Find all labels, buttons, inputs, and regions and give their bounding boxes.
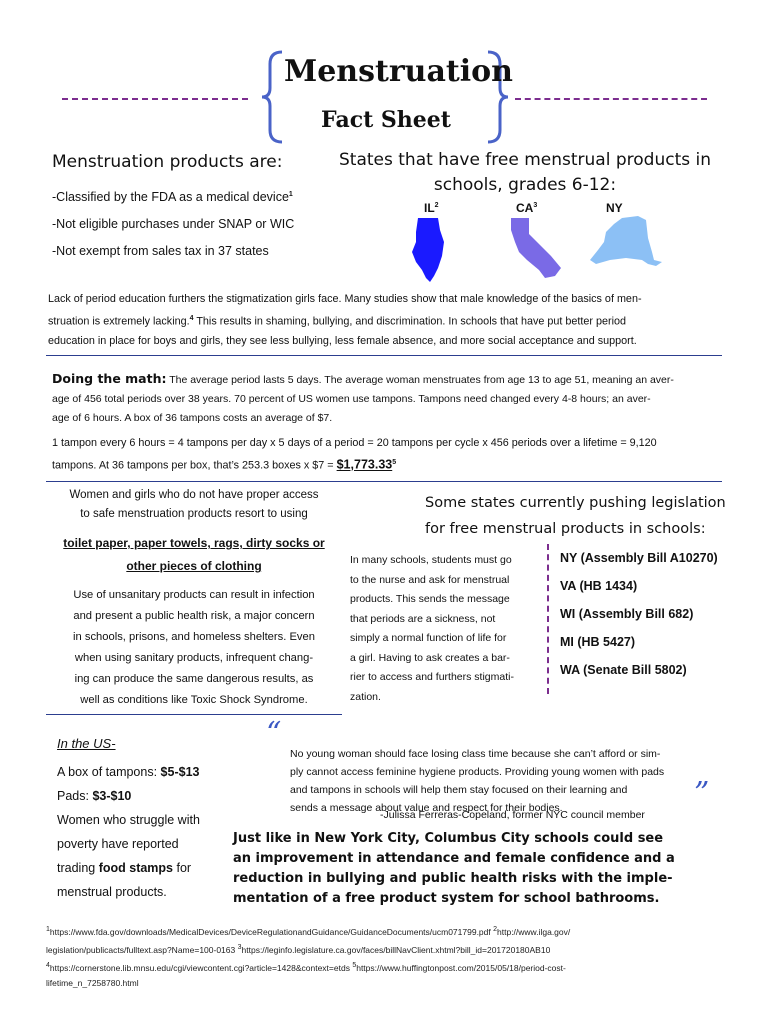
- list-item: -Not eligible purchases under SNAP or WIC: [52, 217, 295, 232]
- state-label-il: $IL^2$: [424, 201, 439, 215]
- left-dash-line: [62, 98, 248, 100]
- state-label-ny: NY: [606, 201, 623, 215]
- list-item: WA (Senate Bill 5802): [560, 663, 687, 677]
- california-map-icon: [505, 216, 565, 280]
- footnote-link[interactable]: https://www.fda.gov/downloads/MedicalDevices/DeviceRegulationandGuidance/GuidanceDocuments/ucm071799.pdf: [49, 926, 494, 937]
- math-paragraph: Doing the math: The average period lasts 5 days. The average woman menstruates from age 13 to age 51, meaning an aver- age of 456 total periods over 38 years. 70 percent of US women use tampons. Tampons need changed every 4-8 hours; an aver- age of 6 hours. A box of 36 tampons costs an average of $7.: [52, 371, 674, 424]
- footnote-link[interactable]: https://leginfo.legislature.ca.gov/faces/billNavClient.xhtml?bill_id=201720180AB10: [241, 944, 551, 955]
- list-item: NY (Assembly Bill A10270): [560, 551, 718, 565]
- list-item: -Classified by the FDA as a medical device$^1$: [52, 190, 293, 205]
- illinois-map-icon: [408, 216, 448, 286]
- vertical-dash-line: [547, 544, 549, 694]
- open-quote-icon: “: [266, 716, 282, 751]
- footnote-link[interactable]: https://cornerstone.lib.mnsu.edu/cgi/viewcontent.cgi?article=1428&context=etds: [49, 962, 353, 973]
- divider: [46, 355, 722, 356]
- list-item: -Not exempt from sales tax in 37 states: [52, 244, 269, 259]
- lifetime-total: $1,773.33: [336, 457, 393, 472]
- divider: [46, 714, 342, 715]
- products-list: [52, 181, 294, 265]
- conclusion-paragraph: Just like in New York City, Columbus City schools could see an improvement in attendance and female confidence and a reduction in bullying and public health risks with the imple- mentation of a free product system for school bathrooms.: [233, 831, 675, 906]
- footnote-link[interactable]: https://www.huffingtonpost.com/2015/05/18/period-cost-: [356, 962, 566, 973]
- math-calculation: 1 tampon every 6 hours = 4 tampons per day x 5 days of a period = 20 tampons per cycle x 456 periods over a lifetime = 9,120 tampons. At 36 tampons per box, that’s 253.3 boxes x $7 = $\$1,773.33^5$: [52, 437, 657, 472]
- list-item: VA (HB 1434): [560, 579, 638, 593]
- page-title: Menstruation: [284, 54, 513, 89]
- products-heading: Menstruation products are:: [52, 152, 283, 172]
- bill-list: [560, 544, 718, 684]
- access-intro: Women and girls who do not have proper access to safe menstruation products resort to using: [69, 489, 319, 520]
- divider: [46, 481, 722, 482]
- footnotes: $^1$https://www.fda.gov/downloads/MedicalDevices/DeviceRegulationandGuidance/GuidanceDocuments/ucm071799.pdf $^2$http://www.ilga.gov/ legislation/publicacts/fulltext.asp?Name=100-0163 $^3$https://leginfo.legislature.ca.gov/faces/billNavClient.xhtml?bill_id=201720180AB10 $^4$https://cornerstone.lib.mnsu.edu/cgi/viewcontent.cgi?article=1428&context=etds $^5$https://www.huffingtonpost.com/2015/05/18/period-cost- lifetime_n_7258780.html: [46, 926, 571, 989]
- quote-attribution: -Julissa Ferreras-Copeland, former NYC council member: [380, 809, 645, 821]
- page-subtitle: Fact Sheet: [321, 107, 451, 133]
- prices-heading: In the US-: [57, 736, 116, 751]
- footnote-link[interactable]: legislation/publicacts/fulltext.asp?Name=100-0163: [46, 944, 238, 955]
- right-dash-line: [515, 98, 707, 100]
- list-item: WI (Assembly Bill 682): [560, 607, 694, 621]
- nurse-paragraph: In many schools, students must go to the nurse and ask for menstrual products. This sends the message that periods are a sickness, not simply a normal function of life for a girl. Having to ask creates a bar- rier to access and furthers stigmati- zation.: [350, 554, 514, 703]
- education-paragraph: Lack of period education furthers the stigmatization girls face. Many studies show that male knowledge of the basics of men- struation is extremely lacking.$^4$ This results in shaming, bullying, and discrimination. In schools that have put better period education in place for boys and girls, they see less bullying, less female absence, and more social acceptance and support.: [48, 293, 642, 347]
- prices-list: A box of tampons: $5-$13 Pads: $3-$10 Women who struggle with poverty have reported trading food stamps for menstrual products.: [57, 765, 200, 899]
- list-item: MI (HB 5427): [560, 635, 636, 649]
- legislation-heading: Some states currently pushing legislation for free menstrual products in schools:: [425, 495, 726, 537]
- access-paragraph: Use of unsanitary products can result in infection and present a public health risk, a major concern in schools, prisons, and homeless shelters. Even when using sanitary products, infrequent chang- ing can produce the same dangerous results, as well as conditions like Toxic Shock Syndrome.: [73, 589, 315, 706]
- access-emphasis: toilet paper, paper towels, rags, dirty socks or other pieces of clothing: [63, 536, 325, 573]
- states-heading: States that have free menstrual products in schools, grades 6-12:: [339, 150, 711, 195]
- footnote-link[interactable]: http://www.ilga.gov/: [497, 926, 571, 937]
- state-label-ca: $CA^3$: [516, 201, 538, 215]
- close-quote-icon: ”: [694, 776, 710, 811]
- footnote-link[interactable]: lifetime_n_7258780.html: [46, 978, 139, 989]
- quote-text: No young woman should face losing class time because she can’t afford or sim- ply cannot access feminine hygiene products. Providing young women with pads and tampons in schools will help them stay focused on their learning and sends a message about value and respect for their bodies.: [290, 748, 665, 814]
- new-york-map-icon: [586, 214, 664, 276]
